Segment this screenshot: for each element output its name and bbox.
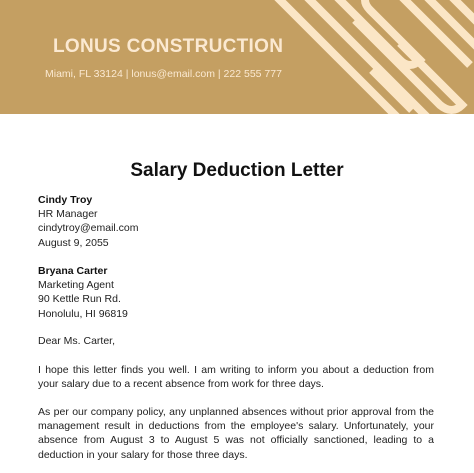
body-paragraph-2: As per our company policy, any unplanned absences without prior approval from the management result in deductions from the employee's salary. Unfortunately, your absence from August 3 to August 5 was not officially sanctioned, leading to a deduction in your salary for those three days. bbox=[38, 406, 434, 461]
sender-email: cindytroy@email.com bbox=[38, 222, 139, 235]
recipient-address-line1: 90 Kettle Run Rd. bbox=[38, 293, 121, 306]
salutation bbox=[38, 334, 115, 348]
document-title: Salary Deduction Letter bbox=[130, 160, 344, 181]
company-name: LONUS CONSTRUCTION bbox=[53, 36, 284, 57]
letterhead-banner bbox=[0, 0, 474, 114]
salutation-text: Dear Ms. Carter, bbox=[38, 335, 116, 347]
company-contact-line: Miami, FL 33124 | lonus@email.com | 222 555 777 bbox=[45, 68, 282, 80]
recipient-address-line2: Honolulu, HI 96819 bbox=[38, 307, 128, 320]
recipient-role: Marketing Agent bbox=[38, 279, 114, 292]
body-paragraph-1: I hope this letter finds you well. I am writing to inform you about a deduction from your salary due to a recent absence from work for three days. bbox=[38, 364, 434, 391]
recipient-block bbox=[38, 264, 128, 321]
sender-name: Cindy Troy bbox=[38, 194, 93, 206]
letter-date: August 9, 2055 bbox=[38, 236, 109, 249]
recipient-name: Bryana Carter bbox=[38, 265, 108, 277]
sender-block bbox=[38, 193, 139, 250]
sender-role: HR Manager bbox=[38, 208, 98, 221]
